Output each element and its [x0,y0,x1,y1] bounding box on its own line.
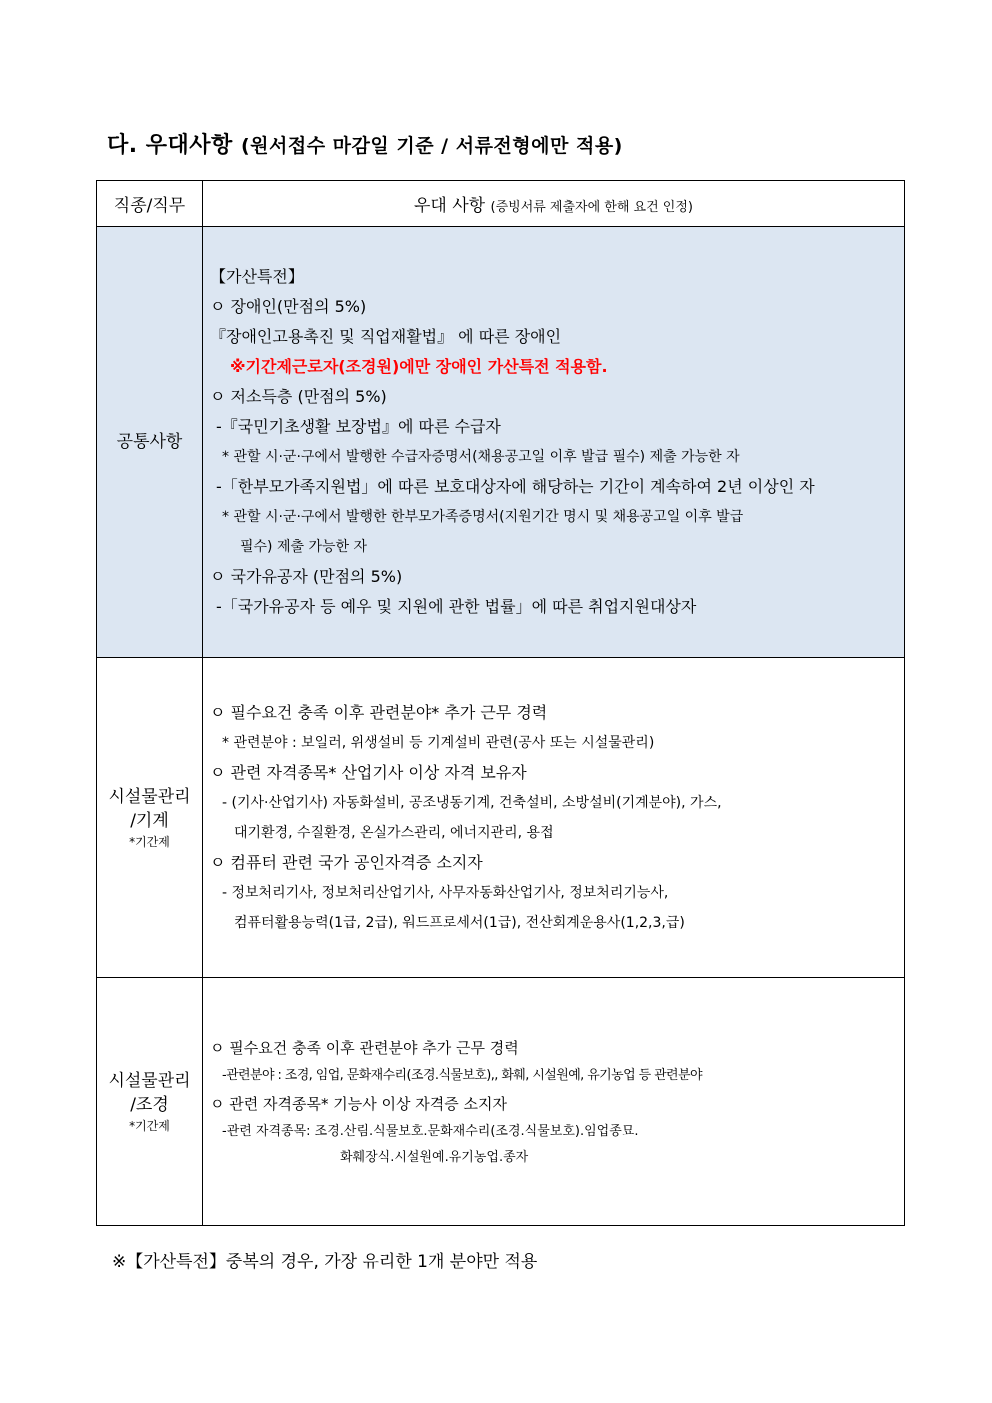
preference-cell-mechanical [203,658,905,978]
list-item: ㅇ 관련 자격종목* 기능사 이상 자격증 소지자 [210,1094,507,1113]
preference-table [96,180,905,1226]
list-item: * 관할 시·군·구에서 발행한 한부모가족증명서(지원기간 명시 및 채용공고일 이후 발급 [222,509,744,525]
section-heading-condition: (원서접수 마감일 기준 / 서류전형에만 적용) [240,135,623,157]
preference-cell-common [203,227,905,658]
category-label-sub: /조경 [130,1094,169,1115]
category-facility-mechanical [97,658,203,978]
list-item: - 정보처리기사, 정보처리산업기사, 사무자동화산업기사, 정보처리기능사, [222,884,669,901]
list-item: 필수) 제출 가능한 자 [240,539,368,555]
table-row [97,978,905,1226]
header-preference [203,181,905,227]
list-item: -『국민기초생활 보장법』에 따른 수급자 [216,417,501,436]
header-preference-label: 우대 사항 [414,196,486,216]
list-item: -「한부모가족지원법」에 따른 보호대상자에 해당하는 기간이 계속하여 2년 이상인 자 [216,477,815,496]
category-label: 시설물관리 [108,786,191,807]
list-item: ㅇ 관련 자격종목* 산업기사 이상 자격 보유자 [210,762,527,782]
list-item: ㅇ 컴퓨터 관련 국가 공인자격증 소지자 [210,852,483,872]
list-item: ㅇ 저소득층 (만점의 5%) [210,387,387,406]
list-item: -관련 자격종목: 조경.산림.식물보호.문화재수리(조경.식물보호).임업종묘. [222,1123,639,1139]
section-heading: 다. 우대사항 [107,133,233,158]
list-item: 『장애인고용촉진 및 직업재활법』 에 따른 장애인 [210,327,562,346]
table-header-row [97,181,905,227]
category-facility-landscape [97,978,203,1226]
list-item: ㅇ 필수요건 충족 이후 관련분야* 추가 근무 경력 [210,702,548,722]
page-title [107,128,623,159]
category-common: 공통사항 [97,227,203,658]
list-item: ㅇ 장애인(만점의 5%) [210,297,367,316]
table-row [97,227,905,658]
table-row [97,658,905,978]
list-item: 화훼장식.시설원예.유기농업.종자 [340,1149,529,1165]
bonus-heading: 【가산특전】 [210,267,304,286]
list-item: ㅇ 필수요건 충족 이후 관련분야 추가 근무 경력 [210,1038,519,1057]
list-item: -관련분야 : 조경, 임업, 문화재수리(조경.식물보호),, 화훼, 시설원예, 유기농업 등 관련분야 [222,1067,702,1083]
list-item: 컴퓨터활용능력(1급, 2급), 워드프로세서(1급), 전산회계운용사(1,2,3,급) [234,914,685,931]
category-label-sub: /기계 [130,810,169,831]
header-job-type: 직종/직무 [97,181,203,227]
preference-cell-landscape [203,978,905,1226]
list-item: * 관련분야 : 보일러, 위생설비 등 기계설비 관련(공사 또는 시설물관리) [222,734,655,751]
list-item: ㅇ 국가유공자 (만점의 5%) [210,567,403,586]
category-label: 시설물관리 [108,1070,191,1091]
footnote: ※【가산특전】중복의 경우, 가장 유리한 1개 분야만 적용 [112,1252,538,1272]
list-item: - (기사·산업기사) 자동화설비, 공조냉동기계, 건축설비, 소방설비(기계분야), 가스, [222,794,722,811]
list-item: * 관할 시·군·구에서 발행한 수급자증명서(채용공고일 이후 발급 필수) 제출 가능한 자 [222,449,740,465]
warning-note: ※기간제근로자(조경원)에만 장애인 가산특전 적용함. [230,357,608,376]
list-item: -「국가유공자 등 예우 및 지원에 관한 법률」에 따른 취업지원대상자 [216,597,697,616]
list-item: 대기환경, 수질환경, 온실가스관리, 에너지관리, 용접 [234,824,554,841]
category-note: *기간제 [129,834,170,849]
header-preference-note: (증빙서류 제출자에 한해 요건 인정) [490,200,693,215]
category-note: *기간제 [129,1118,170,1133]
